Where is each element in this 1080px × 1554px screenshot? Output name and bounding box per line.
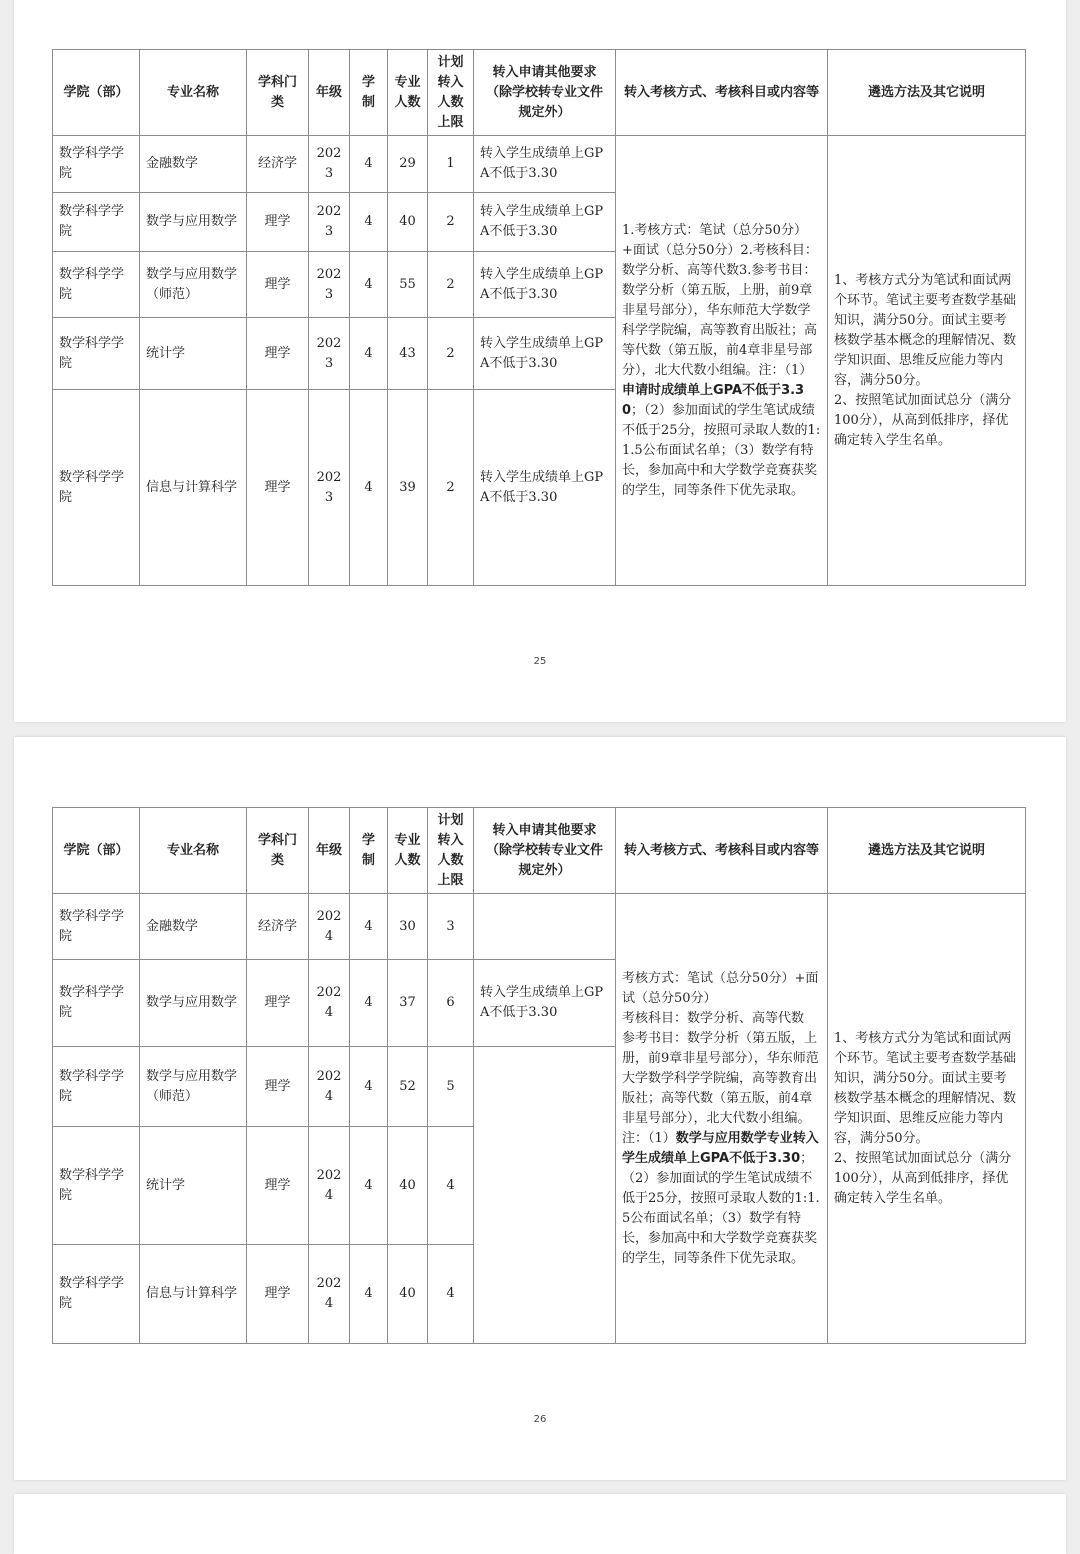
table-row xyxy=(53,894,1026,960)
page-number: 25 xyxy=(533,656,547,667)
limit-cell: 4 xyxy=(428,1127,474,1245)
requirement-cell: 转入学生成绩单上GPA不低于3.30 xyxy=(474,318,616,390)
college-cell: 数学科学学院 xyxy=(53,252,140,318)
header-duration: 学制 xyxy=(350,808,388,894)
grade-cell: 2024 xyxy=(309,894,350,960)
grade-cell: 2024 xyxy=(309,960,350,1047)
header-major: 专业名称 xyxy=(140,808,247,894)
duration-cell: 4 xyxy=(350,1245,388,1344)
college-cell: 数学科学学院 xyxy=(53,1245,140,1344)
exam-text: 考核方式：笔试（总分50分）+面试（总分50分） 考核科目：数学分析、高等代数 参考书目：数学分析（第五版，上册，前9章非星号部分），华东师范大学数学科学学院编，高等教育出版社；高等代数（第五版，前4章非星号部分），北大代数小组编。 注：（1） xyxy=(622,970,819,1146)
header-requirements: 转入申请其他要求（除学校转专业文件规定外） xyxy=(474,50,616,136)
header-exam: 转入考核方式、考核科目或内容等 xyxy=(616,50,828,136)
grade-cell: 2024 xyxy=(309,1127,350,1245)
grade-cell: 2024 xyxy=(309,1047,350,1127)
count-cell: 43 xyxy=(388,318,428,390)
count-cell: 30 xyxy=(388,894,428,960)
major-cell: 信息与计算科学 xyxy=(140,1245,247,1344)
header-category: 学科门类 xyxy=(247,808,309,894)
major-cell: 数学与应用数学（师范） xyxy=(140,252,247,318)
exam-text: 1.考核方式：笔试（总分50分）+面试（总分50分）2.考核科目：数学分析、高等代数3.参考书目：数学分析（第五版，上册，前9章非星号部分），华东师范大学数学科学学院编，高等教育出版社；高等代数（第五版，前4章非星号部分），北大代数小组编。注：（1） xyxy=(622,222,818,378)
header-category: 学科门类 xyxy=(247,50,309,136)
requirement-cell-empty xyxy=(474,1047,616,1344)
duration-cell: 4 xyxy=(350,1047,388,1127)
major-cell: 金融数学 xyxy=(140,894,247,960)
document-page-25 xyxy=(14,0,1066,722)
document-page-next xyxy=(14,1494,1066,1554)
header-exam: 转入考核方式、考核科目或内容等 xyxy=(616,808,828,894)
requirement-cell: 转入学生成绩单上GPA不低于3.30 xyxy=(474,193,616,252)
grade-cell: 2023 xyxy=(309,252,350,318)
category-cell: 理学 xyxy=(247,318,309,390)
limit-cell: 6 xyxy=(428,960,474,1047)
exam-text-tail: ；（2）参加面试的学生笔试成绩不低于25分，按照可录取人数的1:1.5公布面试名单；（3）数学有特长，参加高中和大学数学竞赛获奖的学生，同等条件下优先录取。 xyxy=(622,402,821,498)
count-cell: 40 xyxy=(388,193,428,252)
duration-cell: 4 xyxy=(350,1127,388,1245)
header-grade: 年级 xyxy=(309,808,350,894)
exam-method-cell xyxy=(616,894,828,1344)
category-cell: 经济学 xyxy=(247,894,309,960)
limit-cell: 5 xyxy=(428,1047,474,1127)
table-header-row xyxy=(53,808,1026,894)
header-limit: 计划转入人数上限 xyxy=(428,808,474,894)
limit-cell: 4 xyxy=(428,1245,474,1344)
transfer-table-2023 xyxy=(52,49,1026,586)
college-cell: 数学科学学院 xyxy=(53,894,140,960)
transfer-table-2024 xyxy=(52,807,1026,1344)
selection-cell: 1、考核方式分为笔试和面试两个环节。笔试主要考查数学基础知识，满分50分。面试主要考核数学基本概念的理解情况、数学知识面、思维反应能力等内容，满分50分。 2、按照笔试加面试总分（满分100分），从高到低排序，择优确定转入学生名单。 xyxy=(828,894,1026,1344)
exam-emphasis: 申请时成绩单上GPA不低于3.30 xyxy=(622,382,805,418)
college-cell: 数学科学学院 xyxy=(53,1047,140,1127)
grade-cell: 2024 xyxy=(309,1245,350,1344)
header-count: 专业人数 xyxy=(388,50,428,136)
college-cell: 数学科学学院 xyxy=(53,390,140,586)
college-cell: 数学科学学院 xyxy=(53,318,140,390)
major-cell: 数学与应用数学（师范） xyxy=(140,1047,247,1127)
header-major: 专业名称 xyxy=(140,50,247,136)
requirement-cell: 转入学生成绩单上GPA不低于3.30 xyxy=(474,390,616,586)
grade-cell: 2023 xyxy=(309,318,350,390)
limit-cell: 3 xyxy=(428,894,474,960)
count-cell: 39 xyxy=(388,390,428,586)
category-cell: 理学 xyxy=(247,252,309,318)
major-cell: 数学与应用数学 xyxy=(140,193,247,252)
requirement-cell: 转入学生成绩单上GPA不低于3.30 xyxy=(474,960,616,1047)
grade-cell: 2023 xyxy=(309,390,350,586)
duration-cell: 4 xyxy=(350,193,388,252)
duration-cell: 4 xyxy=(350,894,388,960)
count-cell: 52 xyxy=(388,1047,428,1127)
college-cell: 数学科学学院 xyxy=(53,960,140,1047)
major-cell: 数学与应用数学 xyxy=(140,960,247,1047)
header-duration: 学制 xyxy=(350,50,388,136)
selection-cell: 1、考核方式分为笔试和面试两个环节。笔试主要考查数学基础知识，满分50分。面试主要考核数学基本概念的理解情况、数学知识面、思维反应能力等内容，满分50分。 2、按照笔试加面试总分（满分100分），从高到低排序，择优确定转入学生名单。 xyxy=(828,136,1026,586)
duration-cell: 4 xyxy=(350,252,388,318)
limit-cell: 2 xyxy=(428,252,474,318)
category-cell: 经济学 xyxy=(247,136,309,193)
grade-cell: 2023 xyxy=(309,193,350,252)
count-cell: 29 xyxy=(388,136,428,193)
count-cell: 55 xyxy=(388,252,428,318)
table-header-row xyxy=(53,50,1026,136)
major-cell: 统计学 xyxy=(140,318,247,390)
duration-cell: 4 xyxy=(350,390,388,586)
document-page-26 xyxy=(14,737,1066,1480)
header-college: 学院（部） xyxy=(53,50,140,136)
limit-cell: 2 xyxy=(428,390,474,586)
exam-text-tail: ；（2）参加面试的学生笔试成绩不低于25分，按照可录取人数的1:1.5公布面试名单；（3）数学有特长，参加高中和大学数学竞赛获奖的学生，同等条件下优先录取。 xyxy=(622,1150,820,1266)
college-cell: 数学科学学院 xyxy=(53,1127,140,1245)
duration-cell: 4 xyxy=(350,960,388,1047)
page-number: 26 xyxy=(533,1414,547,1425)
limit-cell: 1 xyxy=(428,136,474,193)
category-cell: 理学 xyxy=(247,1245,309,1344)
header-college: 学院（部） xyxy=(53,808,140,894)
header-selection: 遴选方法及其它说明 xyxy=(828,808,1026,894)
requirement-cell: 转入学生成绩单上GPA不低于3.30 xyxy=(474,136,616,193)
exam-method-cell xyxy=(616,136,828,586)
major-cell: 金融数学 xyxy=(140,136,247,193)
header-grade: 年级 xyxy=(309,50,350,136)
college-cell: 数学科学学院 xyxy=(53,193,140,252)
duration-cell: 4 xyxy=(350,136,388,193)
category-cell: 理学 xyxy=(247,390,309,586)
category-cell: 理学 xyxy=(247,1127,309,1245)
header-selection: 遴选方法及其它说明 xyxy=(828,50,1026,136)
table-row xyxy=(53,136,1026,193)
header-count: 专业人数 xyxy=(388,808,428,894)
count-cell: 40 xyxy=(388,1245,428,1344)
major-cell: 统计学 xyxy=(140,1127,247,1245)
category-cell: 理学 xyxy=(247,960,309,1047)
requirement-cell: 转入学生成绩单上GPA不低于3.30 xyxy=(474,252,616,318)
count-cell: 40 xyxy=(388,1127,428,1245)
requirement-cell-empty xyxy=(474,894,616,960)
category-cell: 理学 xyxy=(247,1047,309,1127)
college-cell: 数学科学学院 xyxy=(53,136,140,193)
count-cell: 37 xyxy=(388,960,428,1047)
grade-cell: 2023 xyxy=(309,136,350,193)
duration-cell: 4 xyxy=(350,318,388,390)
header-limit: 计划转入人数上限 xyxy=(428,50,474,136)
header-requirements: 转入申请其他要求（除学校转专业文件规定外） xyxy=(474,808,616,894)
category-cell: 理学 xyxy=(247,193,309,252)
limit-cell: 2 xyxy=(428,318,474,390)
exam-emphasis: 数学与应用数学专业转入学生成绩单上GPA不低于3.30 xyxy=(622,1130,819,1166)
major-cell: 信息与计算科学 xyxy=(140,390,247,586)
limit-cell: 2 xyxy=(428,193,474,252)
